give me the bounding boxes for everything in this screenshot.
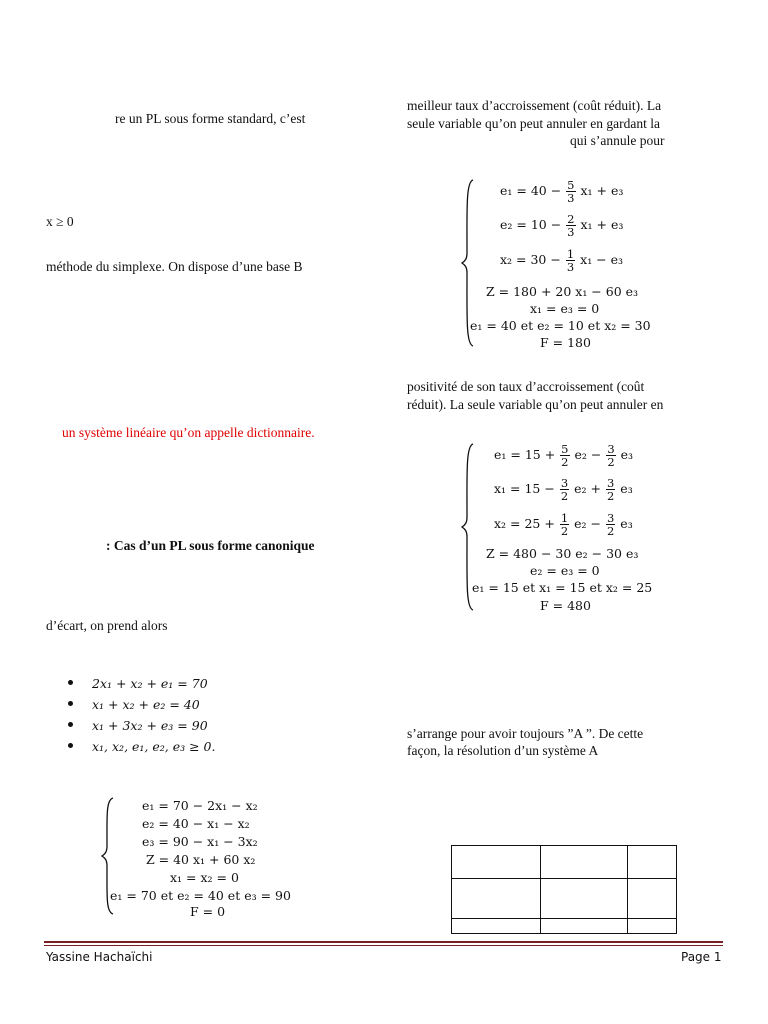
- text-line: façon, la résolution d’un système A: [407, 743, 599, 758]
- equation-row: F = 480: [540, 598, 591, 613]
- fraction: $\frac{1}{3}$: [566, 247, 575, 274]
- equation-row: x₂ = 30 − $\frac{1}{3}$ x₁ − e₃: [500, 247, 624, 274]
- equation-row: e₁ = 70 et e₂ = 40 et e₃ = 90: [110, 888, 291, 903]
- text-line: s’arrange pour avoir toujours ”A ”. De cette: [407, 726, 644, 741]
- equation-row: e₁ = 70 − 2x₁ − x₂: [142, 798, 258, 813]
- bullet-icon: [68, 701, 73, 706]
- fraction: $\frac{1}{2}$: [560, 511, 569, 538]
- table-cell: [541, 846, 628, 879]
- equation-row: e₁ = 15 et x₁ = 15 et x₂ = 25: [472, 580, 653, 595]
- text-line: meilleur taux d’accroissement (coût réduit). La: [407, 98, 662, 113]
- table-cell: [452, 879, 541, 919]
- table-row: [452, 919, 677, 934]
- equation-row: e₁ = 40 − $\frac{5}{3}$ x₁ + e₃: [500, 178, 624, 205]
- fraction: $\frac{5}{3}$: [567, 178, 575, 205]
- table-cell: [541, 879, 628, 919]
- bullet-icon: [68, 743, 73, 748]
- fraction: $\frac{3}{2}$: [560, 476, 569, 503]
- equation-row: x₂ = 25 + $\frac{1}{2}$ e₂ − $\frac{3}{2}$ e₃: [494, 511, 633, 538]
- fraction: $\frac{3}{2}$: [606, 511, 615, 538]
- text-line: x ≥ 0: [46, 214, 74, 229]
- equation-row: e₂ = 10 − $\frac{2}{3}$ x₁ + e₃: [500, 212, 624, 239]
- equation-row: F = 0: [190, 904, 226, 919]
- dictionary-system-iteration-1: [460, 178, 700, 348]
- text-line: réduit). La seule variable qu’on peut annuler en: [407, 397, 664, 412]
- fraction: $\frac{3}{2}$: [607, 442, 615, 469]
- fraction: $\frac{3}{2}$: [606, 476, 615, 503]
- text-line: qui s’annule pour: [570, 133, 665, 148]
- text-line: re un PL sous forme standard, c’est: [115, 111, 306, 126]
- text-line: d’écart, on prend alors: [46, 618, 168, 633]
- table-row: [452, 846, 677, 879]
- section-heading: : Cas d’un PL sous forme canonique: [106, 538, 315, 553]
- empty-table: [451, 845, 677, 934]
- dictionary-system-iteration-2: [460, 442, 700, 612]
- equation-row: e₃ = 90 − x₁ − 3x₂: [142, 834, 258, 849]
- table-cell: [628, 919, 677, 934]
- equation-row: e₂ = 40 − x₁ − x₂: [142, 816, 250, 831]
- highlighted-text: un système linéaire qu’on appelle dictionnaire.: [62, 425, 315, 440]
- table-cell: [452, 846, 541, 879]
- text-line: positivité de son taux d’accroissement (coût: [407, 379, 645, 394]
- dictionary-system-initial: [100, 796, 320, 919]
- table-cell: [452, 919, 541, 934]
- fraction: $\frac{2}{3}$: [567, 212, 575, 239]
- equation-row: x₁ = x₂ = 0: [170, 870, 239, 885]
- equation-row: Z = 40 x₁ + 60 x₂: [146, 852, 256, 867]
- text-line: méthode du simplexe. On dispose d’une base B: [46, 259, 303, 274]
- equation-row: F = 180: [540, 335, 591, 350]
- table-cell: [628, 846, 677, 879]
- equation-row: Z = 180 + 20 x₁ − 60 e₃: [486, 284, 639, 299]
- equation-row: x₁ = 15 − $\frac{3}{2}$ e₂ + $\frac{3}{2}$ e₃: [494, 476, 633, 503]
- footer-rule: [44, 945, 723, 946]
- text-line: seule variable qu’on peut annuler en gardant la: [407, 116, 661, 131]
- table-cell: [628, 879, 677, 919]
- equation-row: e₂ = e₃ = 0: [530, 563, 600, 578]
- bullet-icon: [68, 722, 73, 727]
- equation-row: x₁ = e₃ = 0: [530, 301, 600, 316]
- bullet-icon: [68, 680, 73, 685]
- table-row: [452, 879, 677, 919]
- footer-author: Yassine Hachaïchi: [46, 950, 153, 964]
- fraction: $\frac{5}{2}$: [561, 442, 569, 469]
- equation-row: e₁ = 40 et e₂ = 10 et x₂ = 30: [470, 318, 651, 333]
- footer-rule: [44, 941, 723, 943]
- equation-row: e₁ = 15 + $\frac{5}{2}$ e₂ − $\frac{3}{2}$ e₃: [494, 442, 634, 469]
- equation-row: Z = 480 − 30 e₂ − 30 e₃: [486, 546, 639, 561]
- page-number: Page 1: [681, 950, 722, 964]
- table-cell: [541, 919, 628, 934]
